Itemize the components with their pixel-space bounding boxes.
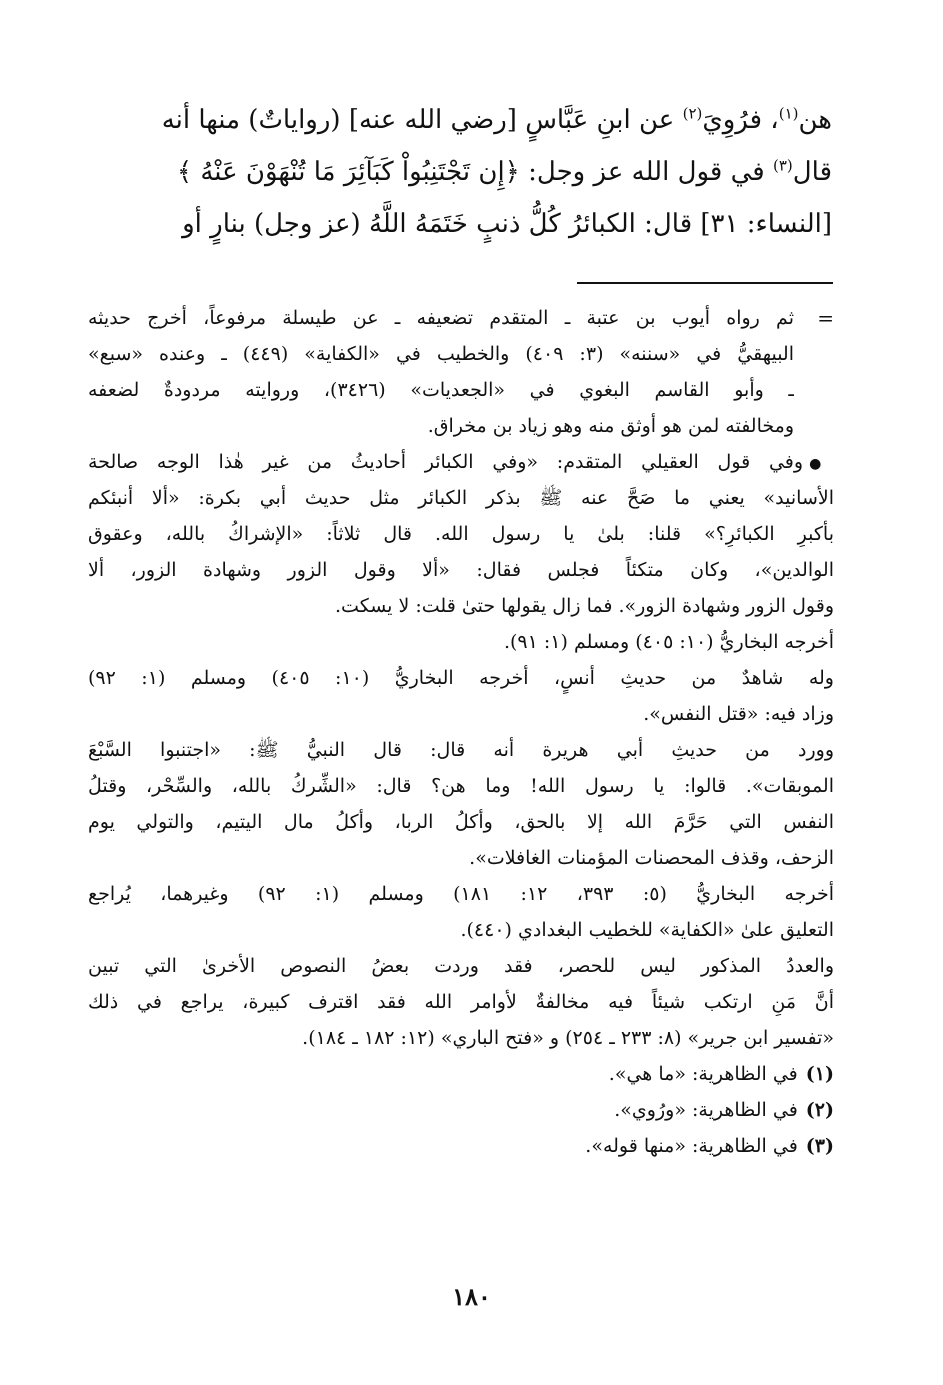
note-line: البيهقيُّ في «سننه» (٣: ٤٠٩) والخطيب في «الكفاية» (٤٤٩) ـ وعنده «سبع»	[88, 343, 794, 365]
main-text-line	[92, 94, 832, 146]
note-line: وزاد فيه: «قتل النفس».	[643, 703, 834, 725]
note-line: الوالدين»، وكان متكئاً فجلس فقال: «ألا وقول الزور وشهادة الزور، ألا	[88, 559, 834, 581]
note-line: بأكبرِ الكبائرِ؟» قلنا: بلىٰ يا رسول الله. قال ثلاثاً: «الإشراكُ بالله، وعقوق	[88, 523, 834, 545]
footnote-text: في الظاهرية: «ما هي».	[608, 1063, 798, 1085]
text-run: ، فرُوِيَ	[702, 105, 779, 135]
footnote-number: (١)	[805, 1063, 834, 1085]
footnote-ref: (٢)	[682, 104, 703, 123]
text-run: في قول الله عز وجل: ﴿إِن تَجْتَنِبُواْ كَبَآئِرَ مَا تُنْهَوْنَ عَنْهُ ﴾	[176, 157, 773, 187]
text-run: قال	[792, 157, 832, 187]
note-line: التعليق علىٰ «الكفاية» للخطيب البغدادي (٤٤٠).	[460, 919, 834, 941]
footnote-2	[88, 1092, 834, 1128]
note-line: أخرجه البخاريُّ (١٠: ٤٠٥) ومسلم (١: ٩١).	[503, 631, 834, 653]
footnote-number: (٣)	[805, 1135, 834, 1157]
main-text-line: [النساء: ٣١] قال: الكبائرُ كُلُّ ذنبٍ خَتَمَهُ اللَّهُ (عز وجل) بنارٍ أو	[182, 209, 832, 239]
note-line: الأسانيد» يعني ما صَحَّ عنه ﷺ بذكر الكبائر مثل حديث أبي بكرة: «ألا أنبئكم	[88, 487, 834, 509]
footnote-text: في الظاهرية: «ورُوي».	[614, 1099, 798, 1121]
text-run: وفي قول العقيلي المتقدم: «وفي الكبائر أحاديثُ من غير هٰذا الوجه صالحة	[88, 451, 804, 473]
text-run: هن	[798, 105, 832, 135]
note-line: وله شاهدٌ من حديثِ أنسٍ، أخرجه البخاريُّ (١٠: ٤٠٥) ومسلم (١: ٩٢)	[88, 667, 834, 689]
footnote-ref: (١)	[778, 104, 799, 123]
note-line: والعددُ المذكور ليس للحصر، فقد وردت بعضُ النصوص الأخرىٰ التي تبين	[88, 955, 834, 977]
note-line: الموبقات». قالوا: يا رسول الله! وما هن؟ قال: «الشِّركُ بالله، والسِّحْر، وقتلُ	[88, 775, 834, 797]
main-text	[92, 94, 832, 250]
continuation-mark: =	[817, 306, 834, 330]
footnote-text: في الظاهرية: «منها قوله».	[585, 1135, 798, 1157]
note-line: الزحف، وقذف المحصنات المؤمنات الغافلات».	[469, 847, 834, 869]
note-line: «تفسير ابن جرير» (٨: ٢٣٣ ـ ٢٥٤) و «فتح الباري» (١٢: ١٨٢ ـ ١٨٤).	[302, 1027, 834, 1049]
footnote-ref: (٣)	[772, 156, 793, 175]
note-line	[88, 444, 834, 480]
note-line: وقول الزور وشهادة الزور». فما زال يقولها حتىٰ قلت: لا يسكت.	[335, 595, 834, 617]
note-line: ـ وأبو القاسم البغوي في «الجعديات» (٣٤٢٦)، وروايته مردودةٌ لضعفه	[88, 379, 794, 401]
main-text-line	[92, 146, 832, 198]
note-line: أنَّ مَنِ ارتكب شيئاً فيه مخالفةٌ لأوامر الله فقد اقترف كبيرة، يراجع في ذلك	[88, 991, 834, 1013]
footnotes-section	[88, 300, 834, 1164]
note-line: وورد من حديثِ أبي هريرة أنه قال: قال النبيُّ ﷺ: «اجتنبوا السَّبْعَ	[88, 739, 834, 761]
note-line: ومخالفته لمن هو أوثق منه وهو زياد بن مخراق.	[427, 415, 794, 437]
text-run: عن ابنِ عَبَّاسٍ [رضي الله عنه] (رواياتٌ) منها أنه	[161, 105, 683, 135]
continued-note	[88, 300, 834, 444]
bullet-icon: ●	[809, 456, 834, 472]
footnote-1	[88, 1056, 834, 1092]
footnote-3	[88, 1128, 834, 1164]
footnote-number: (٢)	[805, 1099, 834, 1121]
note-line: النفس التي حَرَّمَ الله إلا بالحق، وأكلُ الربا، وأكلُ مال اليتيم، والتولي يوم	[88, 811, 834, 833]
footnote-separator	[577, 282, 833, 284]
page-number: ١٨٠	[452, 1282, 491, 1311]
note-line: أخرجه البخاريُّ (٥: ٣٩٣، ١٢: ١٨١) ومسلم (١: ٩٢) وغيرهما، يُراجع	[88, 883, 834, 905]
note-line: ثم رواه أيوب بن عتبة ـ المتقدم تضعيفه ـ عن طيسلة مرفوعاً، أخرج حديثه	[88, 307, 794, 329]
